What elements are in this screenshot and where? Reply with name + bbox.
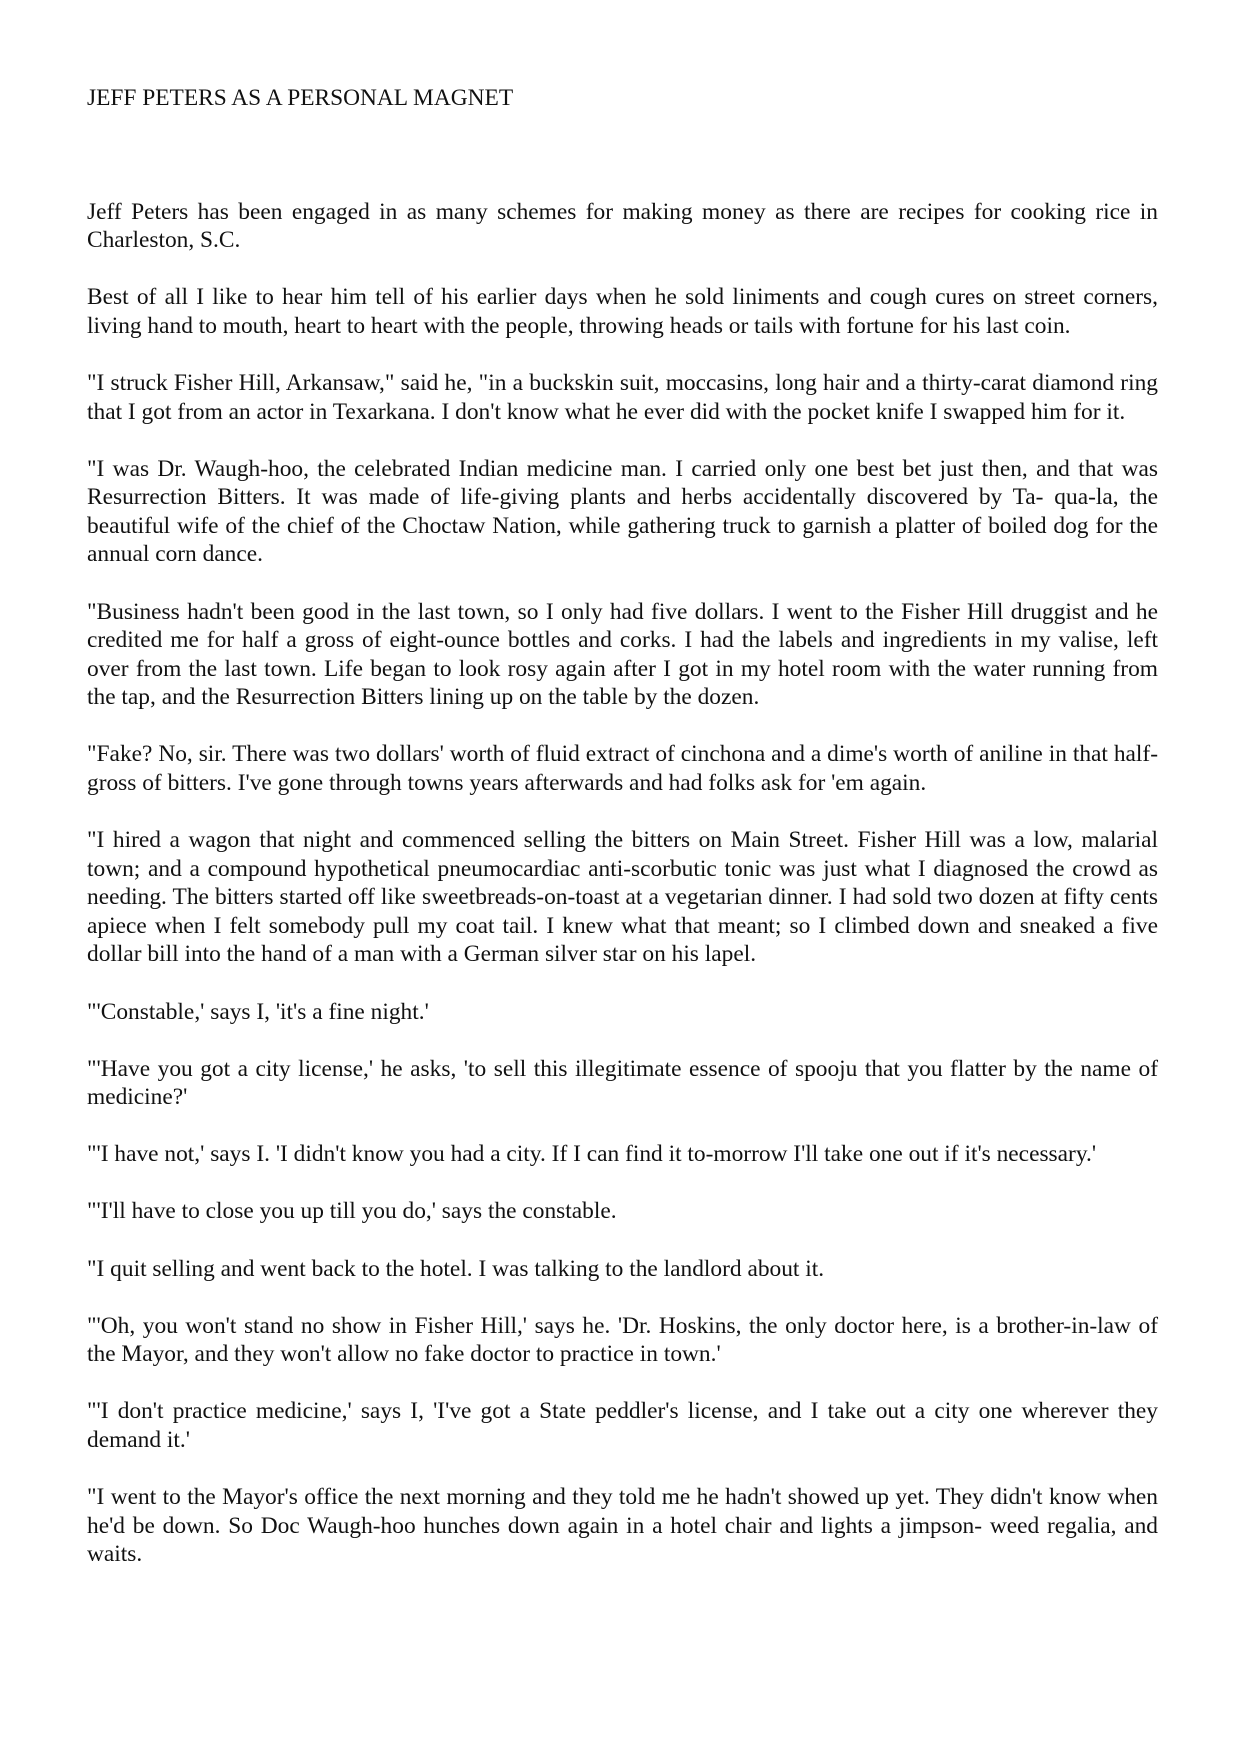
- document-title: JEFF PETERS AS A PERSONAL MAGNET: [87, 85, 514, 111]
- paragraph-15: "I went to the Mayor's office the next morning and they told me he hadn't showed up yet. They didn't know when he'd be down. So Doc Waugh-hoo hunches down again in a hotel chair and lights a jimpson- weed regalia, and waits.: [87, 1484, 1158, 1568]
- paragraph-13: "'Oh, you won't stand no show in Fisher Hill,' says he. 'Dr. Hoskins, the only doctor here, is a brother-in-law of the Mayor, and they won't allow no fake doctor to practice in town.': [87, 1312, 1158, 1368]
- paragraph-6: "Fake? No, sir. There was two dollars' worth of fluid extract of cinchona and a dime's worth of aniline in that half-gross of bitters. I've gone through towns years afterwards and had folks ask for 'em again.: [87, 741, 1158, 796]
- paragraph-12: "I quit selling and went back to the hotel. I was talking to the landlord about it.: [87, 1255, 825, 1282]
- paragraph-3: "I struck Fisher Hill, Arkansaw," said he, "in a buckskin suit, moccasins, long hair and a thirty-carat diamond ring that I got from an actor in Texarkana. I don't know what he ever did with the pocket knife I swapped him for it.: [87, 369, 1158, 425]
- paragraph-4: "I was Dr. Waugh-hoo, the celebrated Indian medicine man. I carried only one best bet just then, and that was Resurrection Bitters. It was made of life-giving plants and herbs accidentally discovered by Ta- qua-la, the beautiful wife of the chief of the Choctaw Nation, while gathering truck to garnish a platter of boiled dog for the annual corn dance.: [87, 455, 1158, 568]
- paragraph-2: Best of all I like to hear him tell of his earlier days when he sold liniments and cough cures on street corners, living hand to mouth, heart to heart with the people, throwing heads or tails with fortune for his last coin.: [87, 284, 1158, 339]
- paragraph-9: "'Have you got a city license,' he asks, 'to sell this illegitimate essence of spooju that you flatter by the name of medicine?': [87, 1055, 1158, 1111]
- paragraph-8: "'Constable,' says I, 'it's a fine night.': [87, 998, 429, 1025]
- paragraph-5: "Business hadn't been good in the last town, so I only had five dollars. I went to the Fisher Hill druggist and he credited me for half a gross of eight-ounce bottles and corks. I had the labels and ingredients in my valise, left over from the last town. Life began to look rosy again after I got in my hotel room with the water running from the tap, and the Resurrection Bitters lining up on the table by the dozen.: [87, 598, 1158, 711]
- document-body: [87, 198, 1158, 1569]
- paragraph-7: "I hired a wagon that night and commenced selling the bitters on Main Street. Fisher Hill was a low, malarial town; and a compound hypothetical pneumocardiac anti-scorbutic tonic was just what I diagnosed the crowd as needing. The bitters started off like sweetbreads-on-toast at a vegetarian dinner. I had sold two dozen at fifty cents apiece when I felt somebody pull my coat tail. I knew what that meant; so I climbed down and sneaked a five dollar bill into the hand of a man with a German silver star on his lapel.: [87, 827, 1158, 968]
- paragraph-10: "'I have not,' says I. 'I didn't know you had a city. If I can find it to-morrow I'll take one out if it's necessary.': [87, 1141, 1097, 1168]
- document-page: [87, 84, 1158, 1597]
- paragraph-11: "'I'll have to close you up till you do,' says the constable.: [87, 1198, 617, 1225]
- paragraph-1: Jeff Peters has been engaged in as many schemes for making money as there are recipes for cooking rice in Charleston, S.C.: [87, 198, 1158, 254]
- paragraph-14: "'I don't practice medicine,' says I, 'I've got a State peddler's license, and I take out a city one wherever they demand it.': [87, 1398, 1158, 1453]
